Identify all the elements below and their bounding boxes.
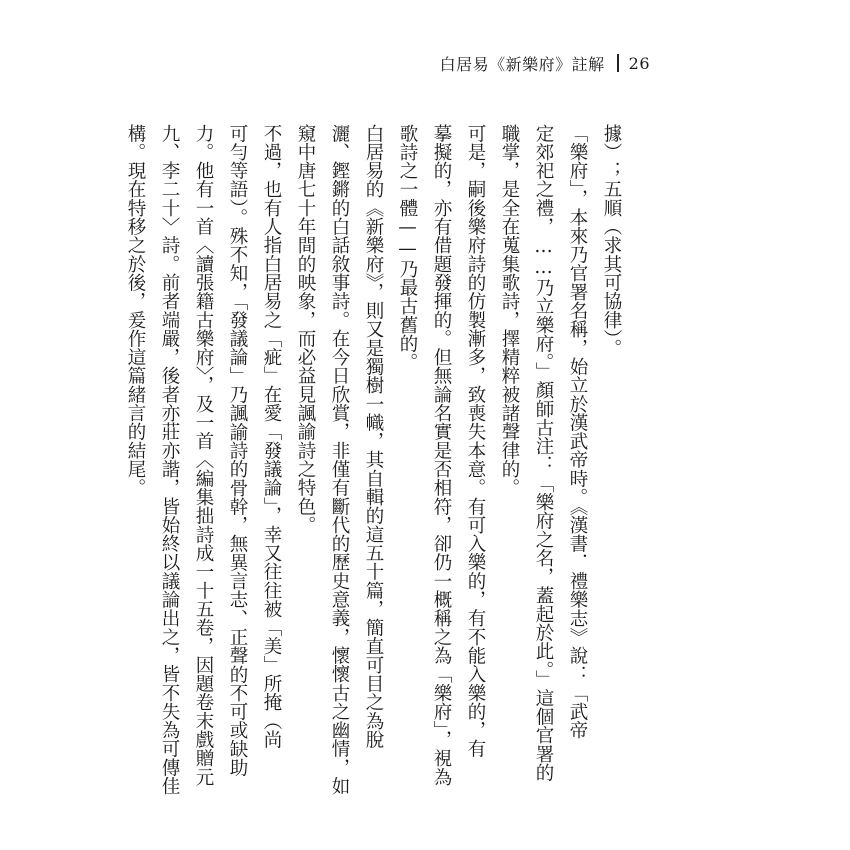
text-line: 據）；五順（求其可協律）。: [601, 124, 622, 358]
book-title: 白居易《新樂府》註解: [439, 54, 605, 74]
text-line: 九、李二十〉詩。前者端嚴，後者亦莊亦諧，皆始終以議論出之，皆不失為可傳佳: [159, 124, 180, 796]
text-line: 歌詩之一體——乃最古舊的。: [397, 124, 418, 372]
text-line: 可勻等語）。殊不知，「發議論」乃諷諭詩的骨幹，無異言志、正聲的不可或缺助: [227, 124, 248, 777]
page-number: 26: [628, 53, 650, 73]
text-line: 不過，也有人指白居易之「疵」在愛「發議論」，幸又往往被「美」所掩（尚: [261, 124, 282, 749]
text-line: 定郊祀之禮，……乃立樂府。」顏師古注：「樂府之名，蓋起於此。」這個官署的: [533, 124, 554, 782]
vertical-text-body: [125, 124, 622, 796]
text-line: 構。現在特移之於後，爰作這篇緒言的結尾。: [125, 124, 146, 497]
text-line: 白居易的《新樂府》，則又是獨樹一幟，其自輯的這五十篇，簡直可目之為脫: [363, 124, 384, 749]
text-line: 摹擬的，亦有借題發揮的。但無論名實是否相符，卻仍一概稱之為「樂府」，視為: [431, 124, 452, 787]
text-line: 窺中唐七十年間的映象，而必益見諷諭詩之特色。: [295, 124, 316, 535]
text-line: 職掌，是全在蒐集歌詩，擇精粹被諸聲律的。: [499, 124, 520, 497]
text-line: 可是，嗣後樂府詩的仿製漸多，致喪失本意。有可入樂的，有不能入樂的，有: [465, 124, 486, 759]
text-line: 「樂府」，本來乃官署名稱，始立於漢武帝時。《漢書．禮樂志》說：「武帝: [567, 124, 588, 740]
running-header: [440, 50, 650, 76]
header-divider: [617, 54, 619, 72]
text-line: 力。他有一首〈讀張籍古樂府〉，及一首〈編集拙詩成一十五卷，因題卷末戲贈元: [193, 124, 214, 787]
text-line: 灑、鏗鏘的白話敘事詩。在今日欣賞，非僅有斷代的歷史意義，懷懷古之幽情，如: [329, 124, 350, 796]
